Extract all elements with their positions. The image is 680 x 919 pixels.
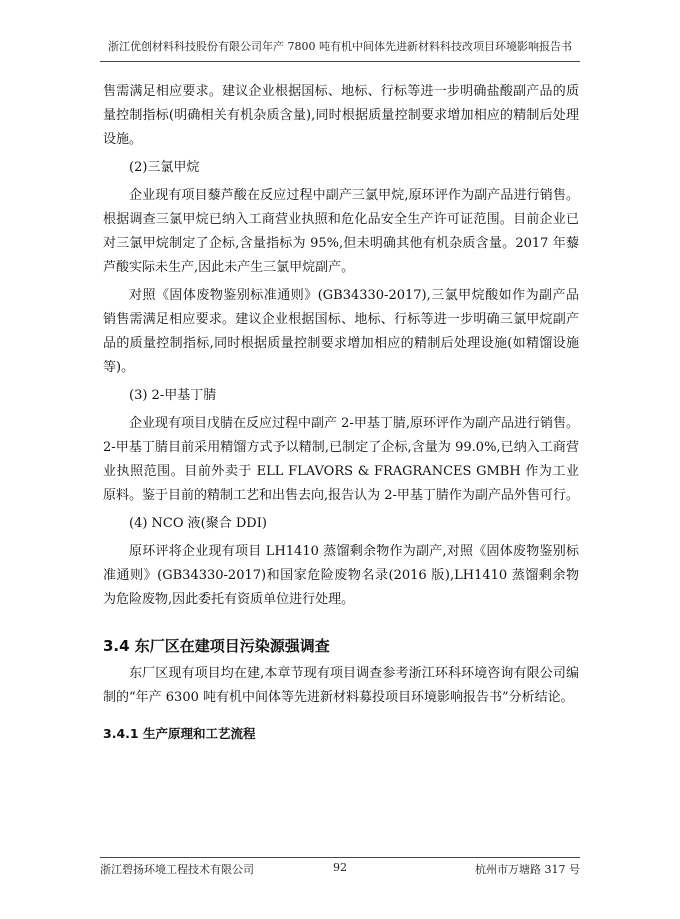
subheading-methylbutyronitrile: (3) 2-甲基丁腈 [129,388,217,403]
paragraph-continuation: 售需满足相应要求。建议企业根据国标、地标、行标等进一步明确盐酸副产品的质量控制指标(明确相关有机杂质含量),同时根据质量控制要求增加相应的精制后处理设施。 [103,84,579,147]
section-title-3-4: 3.4 东厂区在建项目污染源强调查 [103,637,330,655]
subheading-chloroform: (2)三氯甲烷 [129,160,200,175]
section-title-3-4-1: 3.4.1 生产原理和工艺流程 [103,726,256,741]
paragraph-nco-liquid: 原环评将企业现有项目 LH1410 蒸馏剩余物作为副产,对照《固体废物鉴别标准通则》(GB34330-2017)和国家危险废物名录(2016 版),LH1410 蒸馏剩余物为危险废物,因此委托有资质单位进行处理。 [103,544,579,607]
paragraph-chloroform-recommendation: 对照《固体废物鉴别标准通则》(GB34330-2017),三氯甲烷酸如作为副产品销售需满足相应要求。建议企业根据国标、地标、行标等进一步明确三氯甲烷副产品的质量控制指标,同时根据质量控制要求增加相应的精制后处理设施(如精馏设施等)。 [103,288,579,375]
footer-company: 浙江碧扬环境工程技术有限公司 [100,863,254,876]
page-number: 92 [333,861,347,874]
paragraph-chloroform-status: 企业现有项目藜芦酸在反应过程中副产三氯甲烷,原环评作为副产品进行销售。根据调查三氯甲烷已纳入工商营业执照和危化品安全生产许可证范围。目前企业已对三氯甲烷制定了企标,含量指标为 95%,但未明确其他有机杂质含量。2017 年藜芦酸实际未生产,因此未产生三氯甲烷副产。 [103,188,579,275]
footer-address: 杭州市万塘路 317 号 [475,863,580,876]
running-header: 浙江优创材料科技股份有限公司年产 7800 吨有机中间体先进新材料科技改项目环境影响报告书 [108,40,572,53]
subheading-nco-liquid: (4) NCO 液(聚合 DDI) [129,516,267,531]
section-3-4-text: 东厂区现有项目均在建,本章节现有项目调查参考浙江环科环境咨询有限公司编制的“年产 6300 吨有机中间体等先进新材料募投项目环境影响报告书”分析结论。 [103,666,579,705]
header-rule [100,61,580,62]
body-content [103,80,579,746]
paragraph-methylbutyronitrile: 企业现有项目戊腈在反应过程中副产 2-甲基丁腈,原环评作为副产品进行销售。2-甲基丁腈目前采用精馏方式予以精制,已制定了企标,含量为 99.0%,已纳入工商营业执照范围。目前外卖于 ELL FLAVORS & FRAGRANCES GMBH 作为工业原料。鉴于目前的精制工艺和出售去向,报告认为 2-甲基丁腈作为副产品外售可行。 [103,416,579,503]
footer-rule [100,857,580,858]
